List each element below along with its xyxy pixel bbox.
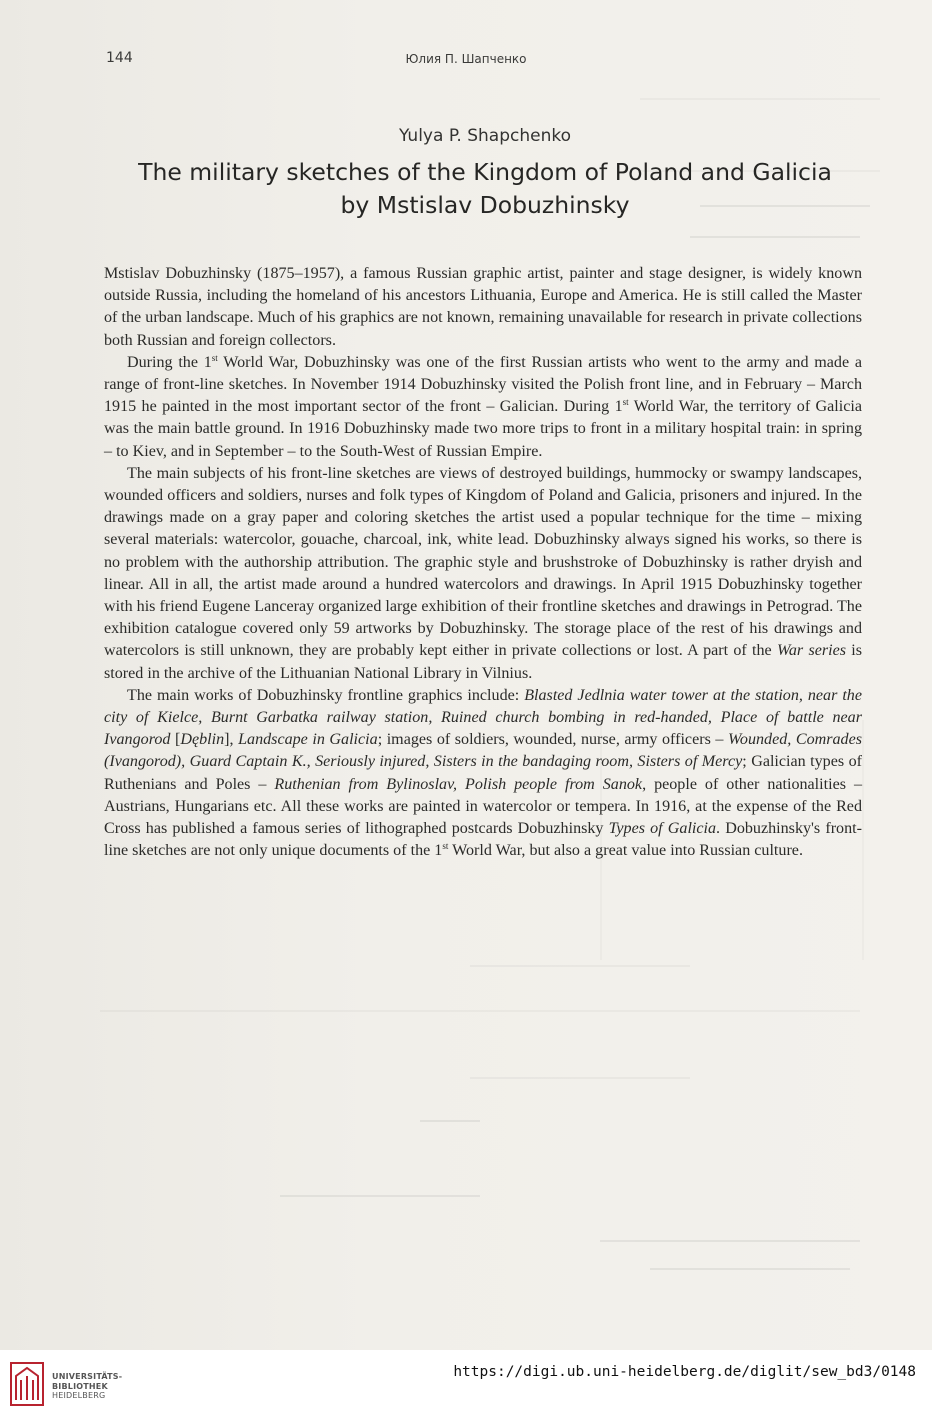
- ordinal-superscript: st: [211, 352, 218, 363]
- article-title: [120, 156, 850, 222]
- paragraph-4-text-e: ; Galician types of Ruthenians and Poles –: [104, 753, 862, 793]
- italic-work-title: Landscape in Galicia: [238, 731, 378, 749]
- ordinal-superscript: st: [442, 841, 449, 852]
- italic-series-title: Types of Galicia: [608, 820, 717, 838]
- paragraph-1: Mstislav Dobuzhinsky (1875–1957), a famous Russian graphic artist, painter and stage designer, is widely known outside Russia, including the homeland of his ancestors Lithuania, Europe and America. He is still called the Master of the urban landscape. Much of his graphics are not known, remaining unavailable for research in private collections both Russian and foreign collectors.: [104, 265, 862, 349]
- logo-line-2: BIBLIOTHEK: [52, 1381, 108, 1391]
- paragraph-4: [104, 685, 862, 863]
- paragraph-3-text-b: is stored in the archive of the Lithuanian National Library in Vilnius.: [104, 642, 862, 682]
- logo-line-1: UNIVERSITÄTS-: [52, 1372, 123, 1381]
- paragraph-4-text-h: World War, but also a great value into Russian culture.: [448, 842, 803, 860]
- logo-line-3: HEIDELBERG: [52, 1391, 106, 1400]
- article-body: [104, 263, 862, 862]
- university-library-name: [52, 1372, 122, 1401]
- running-head: Юлия П. Шапченко: [405, 52, 527, 66]
- paragraph-4-text-a: The main works of Dobuzhinsky frontline graphics include:: [127, 686, 525, 704]
- paragraph-2-text-a: During the 1: [127, 353, 212, 371]
- italic-title: War series: [776, 642, 846, 660]
- title-line-2: by Mstislav Dobuzhinsky: [340, 191, 630, 219]
- paragraph-2: [104, 352, 862, 463]
- italic-place-name: Dęblin: [180, 731, 225, 749]
- ordinal-superscript: st: [622, 397, 629, 408]
- article-author: Yulya P. Shapchenko: [399, 126, 571, 146]
- paragraph-4-text-f: , people of other nationalities – Austrians, Hungarians etc. All these works are painted in watercolor or tempera. In 1916, at the expense of the Red Cross has published a famous series of lithographed postcards Dobuzhinsky: [104, 775, 862, 838]
- paragraph-3: [104, 463, 862, 685]
- italic-work-titles: Wounded, Comrades (Ivangorod), Guard Captain K., Seriously injured, Sisters in the bandaging room, Sisters of Mercy: [104, 731, 863, 771]
- university-library-logo-icon: [10, 1362, 44, 1406]
- paragraph-2-text-c: World War, the territory of Galicia was the main battle ground. In 1916 Dobuzhinsky made two more trips to front in a military hospital train: in spring – to Kiev, and in September – to the South-West of Russian Empire.: [104, 398, 862, 460]
- page-number: 144: [106, 50, 133, 66]
- footer-bar: [0, 1350, 932, 1421]
- paragraph-3-text-a: The main subjects of his front-line sketches are views of destroyed buildings, hummocky or swampy landscapes, wounded officers and soldiers, nurses and folk types of Kingdom of Poland and Galicia, prisoners and injured. In the drawings made on a gray paper and coloring sketches the artist used a popular technique for the time – mixing several materials: watercolor, gouache, charcoal, ink, white lead. Dobuzhinsky always signed his works, so there is no problem with the authorship attribution. The graphic style and brushstroke of Dobuzhinsky is rather dryish and linear. All in all, the artist made around a hundred watercolors and drawings. In April 1915 Dobuzhinsky together with his friend Eugene Lanceray organized large exhibition of their frontline sketches and drawings in Petrograd. The exhibition catalogue covered only 59 artworks by Dobuzhinsky. The storage place of the rest of his drawings and watercolors is still unknown, they are probably kept either in private collections or lost. A part of the: [104, 464, 862, 660]
- paragraph-4-text-c: ],: [224, 731, 239, 749]
- italic-work-titles: Ruthenian from Bylinoslav, Polish people from Sanok: [274, 775, 643, 793]
- paragraph-4-text-b: [: [170, 731, 181, 749]
- paragraph-4-text-d: ; images of soldiers, wounded, nurse, army officers –: [377, 731, 728, 749]
- paragraph-4-text-g: . Dobuzhinsky's front-line sketches are not only unique documents of the 1: [104, 820, 862, 860]
- italic-work-titles: Blasted Jedlnia water tower at the station, near the city of Kielce, Burnt Garbatka railway station, Ruined church bombing in red-handed, Place of battle near Ivangorod: [104, 686, 862, 749]
- title-line-1: The military sketches of the Kingdom of Poland and Galicia: [138, 158, 832, 186]
- permalink-url[interactable]: https://digi.ub.uni-heidelberg.de/diglit/sew_bd3/0148: [453, 1364, 916, 1380]
- paragraph-2-text-b: World War, Dobuzhinsky was one of the first Russian artists who went to the army and made a range of front-line sketches. In November 1914 Dobuzhinsky visited the Polish front line, and in February – March 1915 he painted in the most important sector of the front – Galician. During 1: [104, 353, 862, 416]
